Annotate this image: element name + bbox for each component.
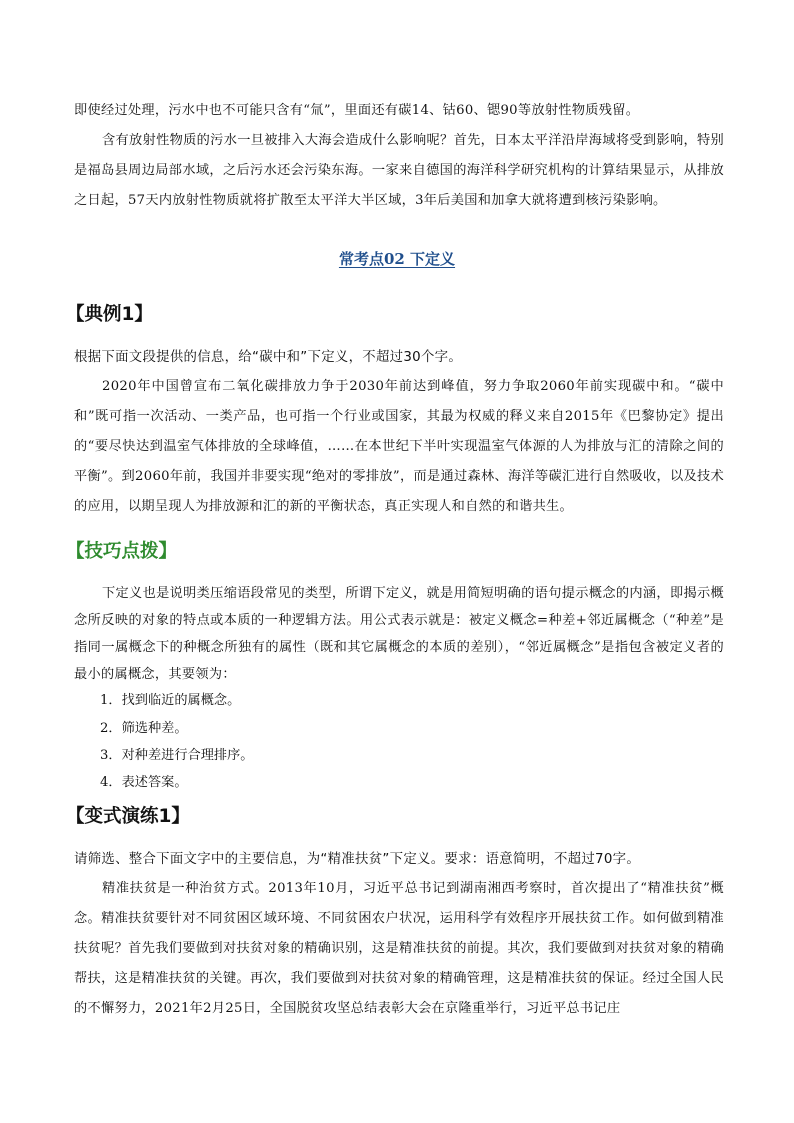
tips-step-1: 1．找到临近的属概念。 [100, 693, 241, 708]
tips-step-3: 3．对种差进行合理排序。 [100, 748, 254, 763]
tips-step-4: 4．表述答案。 [100, 775, 188, 790]
exercise-heading: 【变式演练1】 [66, 806, 190, 827]
example-passage: 2020年中国曾宣布二氧化碳排放力争于2030年前达到峰值，努力争取2060年前实现碳中和。“碳中和”既可指一次活动、一类产品，也可指一个行业或国家，其最为权威的释义来自2015年《巴黎协定》提出的“要尽快达到温室气体排放的全球峰值，……在本世纪下半叶实现温室气体源的人为排放与汇的清除之间的平衡”。到2060年前，我国并非要实现“绝对的零排放”，而是通过森林、海洋等碳汇进行自然吸收，以及技术的应用，以期呈现人为排放源和汇的新的平衡状态，真正实现人和自然的和谐共生。 [74, 379, 724, 514]
example-heading: 【典例1】 [66, 304, 153, 325]
section-title-text: 常考点02 下定义 [338, 250, 456, 268]
tips-heading: 【技巧点拨】 [66, 541, 178, 562]
intro-paragraph-2: 含有放射性物质的污水一旦被排入大海会造成什么影响呢？首先，日本太平洋沿岸海域将受到影响，特别是福岛县周边局部水域，之后污水还会污染东海。一家来自德国的海洋科学研究机构的计算结果显示，从排放之日起，57天内放射性物质就将扩散至太平洋大半区域，3年后美国和加拿大就将遭到核污染影响。 [74, 133, 724, 208]
exercise-passage: 精准扶贫是一种治贫方式。2013年10月，习近平总书记到湖南湘西考察时，首次提出了“精准扶贫”概念。精准扶贫要针对不同贫困区域环境、不同贫困农户状况，运用科学有效程序开展扶贫工作。如何做到精准扶贫呢？首先我们要做到对扶贫对象的精确识别，这是精准扶贫的前提。其次，我们要做到对扶贫对象的精确帮扶，这是精准扶贫的关键。再次，我们要做到对扶贫对象的精确管理，这是精准扶贫的保证。经过全国人民的不懈努力，2021年2月25日，全国脱贫攻坚总结表彰大会在京隆重举行，习近平总书记庄 [74, 881, 724, 1016]
tips-step-2: 2．筛选种差。 [100, 721, 188, 736]
tips-body: 下定义也是说明类压缩语段常见的类型，所谓下定义，就是用简短明确的语句提示概念的内涵，即揭示概念所反映的对象的特点或本质的一种逻辑方法。用公式表示就是：被定义概念=种差+邻近属概念（“种差”是指同一属概念下的种概念所独有的属性（既和其它属概念的本质的差别），“邻近属概念”是指包含被定义者的最小的属概念，其要领为： [74, 586, 724, 682]
section-title [0, 248, 794, 269]
intro-paragraph-1: 即使经过处理，污水中也不可能只含有“氚”，里面还有碳14、钴60、锶90等放射性物质残留。 [74, 103, 640, 118]
exercise-question: 请筛选、整合下面文字中的主要信息，为“精准扶贫”下定义。要求：语意简明，不超过70字。 [74, 852, 641, 867]
example-question: 根据下面文段提供的信息，给“碳中和”下定义，不超过30个字。 [74, 350, 463, 365]
